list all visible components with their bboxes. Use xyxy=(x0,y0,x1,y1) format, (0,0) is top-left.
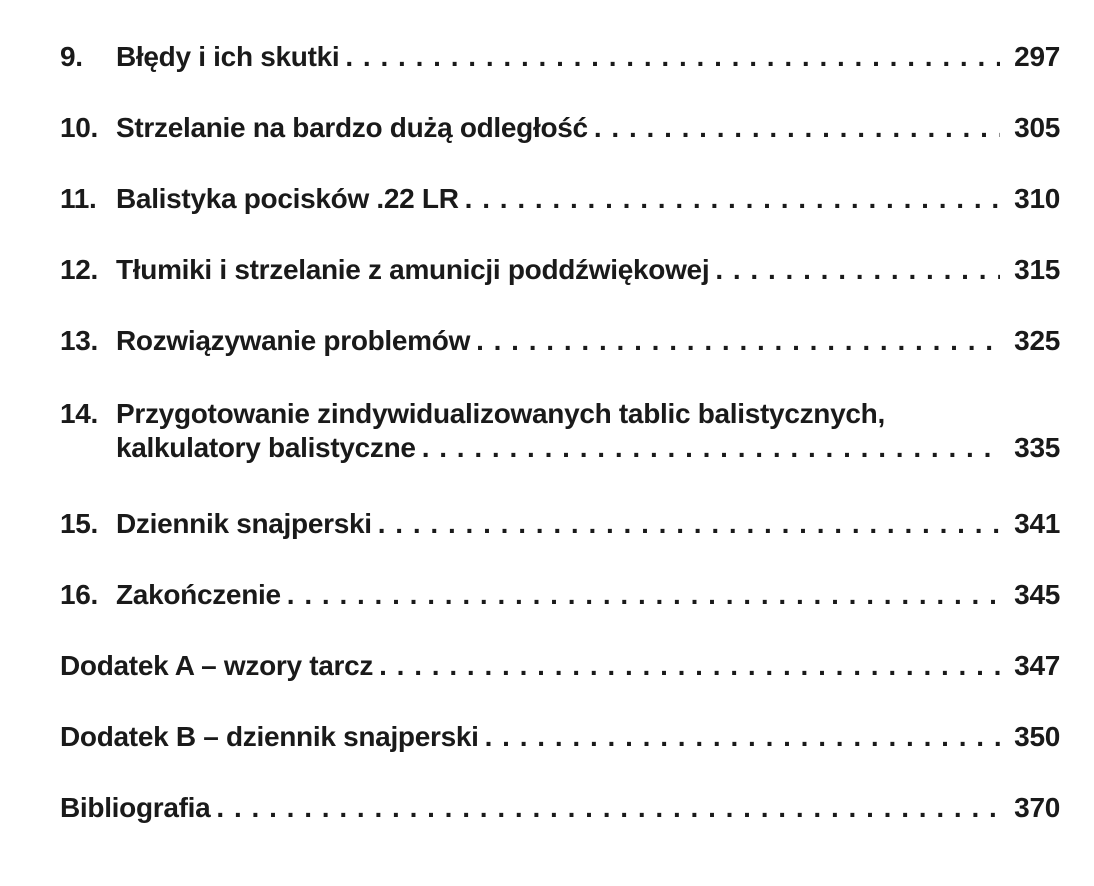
page-number: 305 xyxy=(1014,112,1060,143)
toc-entry-13 xyxy=(60,324,1060,358)
toc-entry-10 xyxy=(60,111,1060,145)
page-number: 370 xyxy=(1014,792,1060,823)
dot-leader xyxy=(378,507,1000,541)
toc-entry-11 xyxy=(60,182,1060,216)
chapter-title: Strzelanie na bardzo dużą odległość xyxy=(116,112,588,143)
dot-leader xyxy=(465,182,1000,216)
page-number: 347 xyxy=(1014,650,1060,681)
chapter-number: 15. xyxy=(60,508,99,539)
dot-leader xyxy=(715,253,1000,287)
chapter-number: 12. xyxy=(60,254,99,285)
page-number: 315 xyxy=(1014,254,1060,285)
page-number: 341 xyxy=(1014,508,1060,539)
chapter-title: Rozwiązywanie problemów xyxy=(116,325,471,356)
chapter-title: Przygotowanie zindywidualizowanych tablic balistycznych, xyxy=(116,398,885,429)
toc-entry-12 xyxy=(60,253,1060,287)
toc-entry-14 xyxy=(60,397,1060,465)
page-number: 310 xyxy=(1014,183,1060,214)
chapter-title: Tłumiki i strzelanie z amunicji poddźwiękowej xyxy=(116,254,710,285)
toc-entry-bibliography xyxy=(60,791,1060,825)
dot-leader xyxy=(345,40,1000,74)
chapter-title: Balistyka pocisków .22 LR xyxy=(116,183,459,214)
chapter-title: Dodatek B – dziennik snajperski xyxy=(60,721,479,752)
page-number: 335 xyxy=(1014,432,1060,463)
page-number: 345 xyxy=(1014,579,1060,610)
chapter-number: 16. xyxy=(60,579,99,610)
dot-leader xyxy=(287,578,1000,612)
toc-entry-9 xyxy=(60,40,1060,74)
dot-leader xyxy=(476,324,1000,358)
dot-leader xyxy=(422,431,1000,465)
chapter-title: Dodatek A – wzory tarcz xyxy=(60,650,374,681)
chapter-number: 11. xyxy=(60,183,97,214)
chapter-title: Bibliografia xyxy=(60,792,211,823)
chapter-title: Błędy i ich skutki xyxy=(116,41,340,72)
dot-leader xyxy=(216,791,1000,825)
dot-leader xyxy=(485,720,1000,754)
dot-leader xyxy=(379,649,1000,683)
toc-entry-appendix-b xyxy=(60,720,1060,754)
chapter-title: Zakończenie xyxy=(116,579,281,610)
chapter-number: 10. xyxy=(60,112,99,143)
dot-leader xyxy=(594,111,1000,145)
page-number: 350 xyxy=(1014,721,1060,752)
page-number: 297 xyxy=(1014,41,1060,72)
chapter-number: 14. xyxy=(60,398,99,429)
toc-entry-16 xyxy=(60,578,1060,612)
chapter-number: 13. xyxy=(60,325,99,356)
toc-entry-15 xyxy=(60,507,1060,541)
toc-entry-appendix-a xyxy=(60,649,1060,683)
chapter-number: 9. xyxy=(60,41,83,72)
page-number: 325 xyxy=(1014,325,1060,356)
chapter-title: Dziennik snajperski xyxy=(116,508,372,539)
chapter-title-continuation: kalkulatory balistyczne xyxy=(116,432,416,463)
